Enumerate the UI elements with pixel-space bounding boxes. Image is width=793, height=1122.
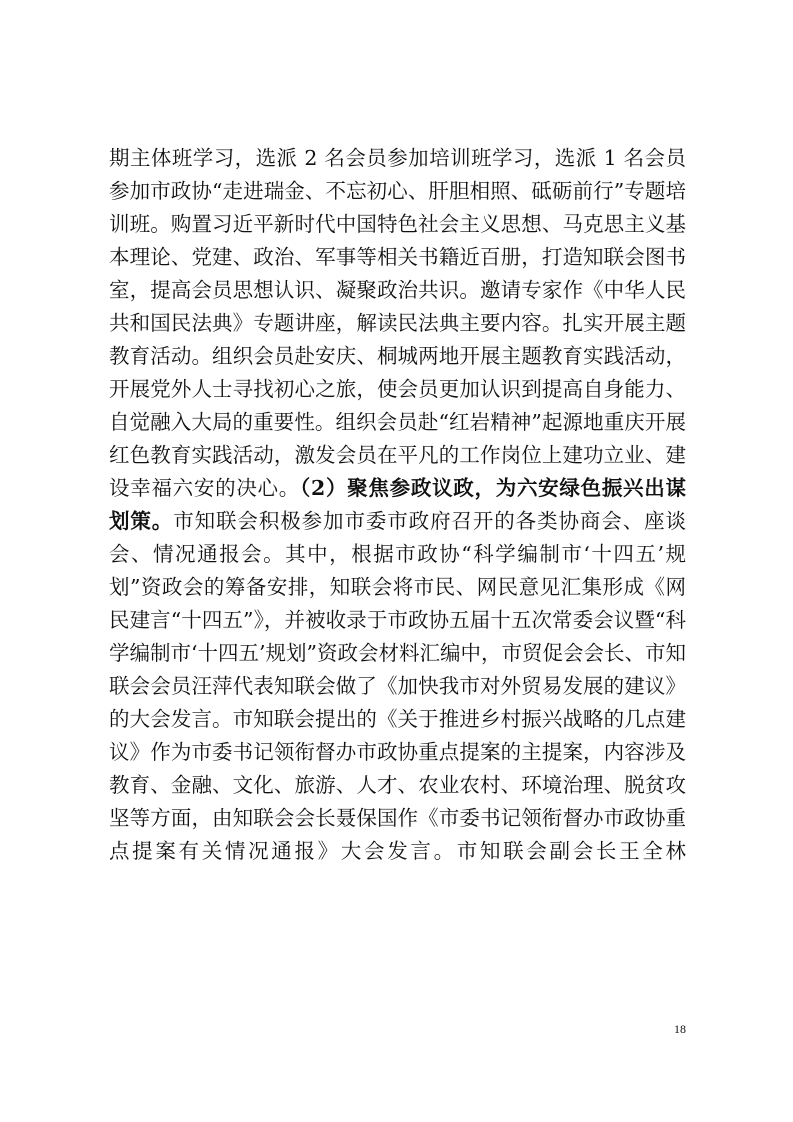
paragraph-text-part2: 市知联会积极参加市委市政府召开的各类协商会、座谈会、情况通报会。其中，根据市政协“科学编制市‘十四五’规划”资政会的筹备安排，知联会将市民、网民意见汇集形成《网民建言“十四五”》，并被收录于市政协五届十五次常委会议暨“科学编制市‘十四五’规划”资政会材料汇编中，市贸促会会长、市知联会会员汪萍代表知联会做了《加快我市对外贸易发展的建议》的大会发言。市知联会提出的《关于推进乡村振兴战略的几点建议》作为市委书记领衔督办市政协重点提案的主提案，内容涉及教育、金融、文化、旅游、人才、农业农村、环境治理、脱贫攻坚等方面，由知联会会长聂保国作《市委书记领衔督办市政协重点提案有关情况通报》大会发言。市知联会副会长王全林 [109,509,687,863]
body-paragraph [109,142,686,868]
page-number: 18 [674,1022,686,1036]
paragraph-text-part1: 期主体班学习，选派 2 名会员参加培训班学习，选派 1 名会员参加市政协“走进瑞金、不忘初心、肝胆相照、砥砺前行”专题培训班。购置习近平新时代中国特色社会主义思想、马克思主义基本理论、党建、政治、军事等相关书籍近百册，打造知联会图书室，提高会员思想认识、凝聚政治共识。邀请专家作《中华人民共和国民法典》专题讲座，解读民法典主要内容。扎实开展主题教育活动。组织会员赴安庆、桐城两地开展主题教育实践活动，开展党外人士寻找初心之旅，使会员更加认识到提高自身能力、自觉融入大局的重要性。组织会员赴“红岩精神”起源地重庆开展红色教育实践活动，激发会员在平凡的工作岗位上建功立业、建设幸福六安的决心。 [109,146,686,500]
section-heading-inline: （2）聚焦参政议政，为六安绿色振兴出谋划策。 [109,476,687,533]
